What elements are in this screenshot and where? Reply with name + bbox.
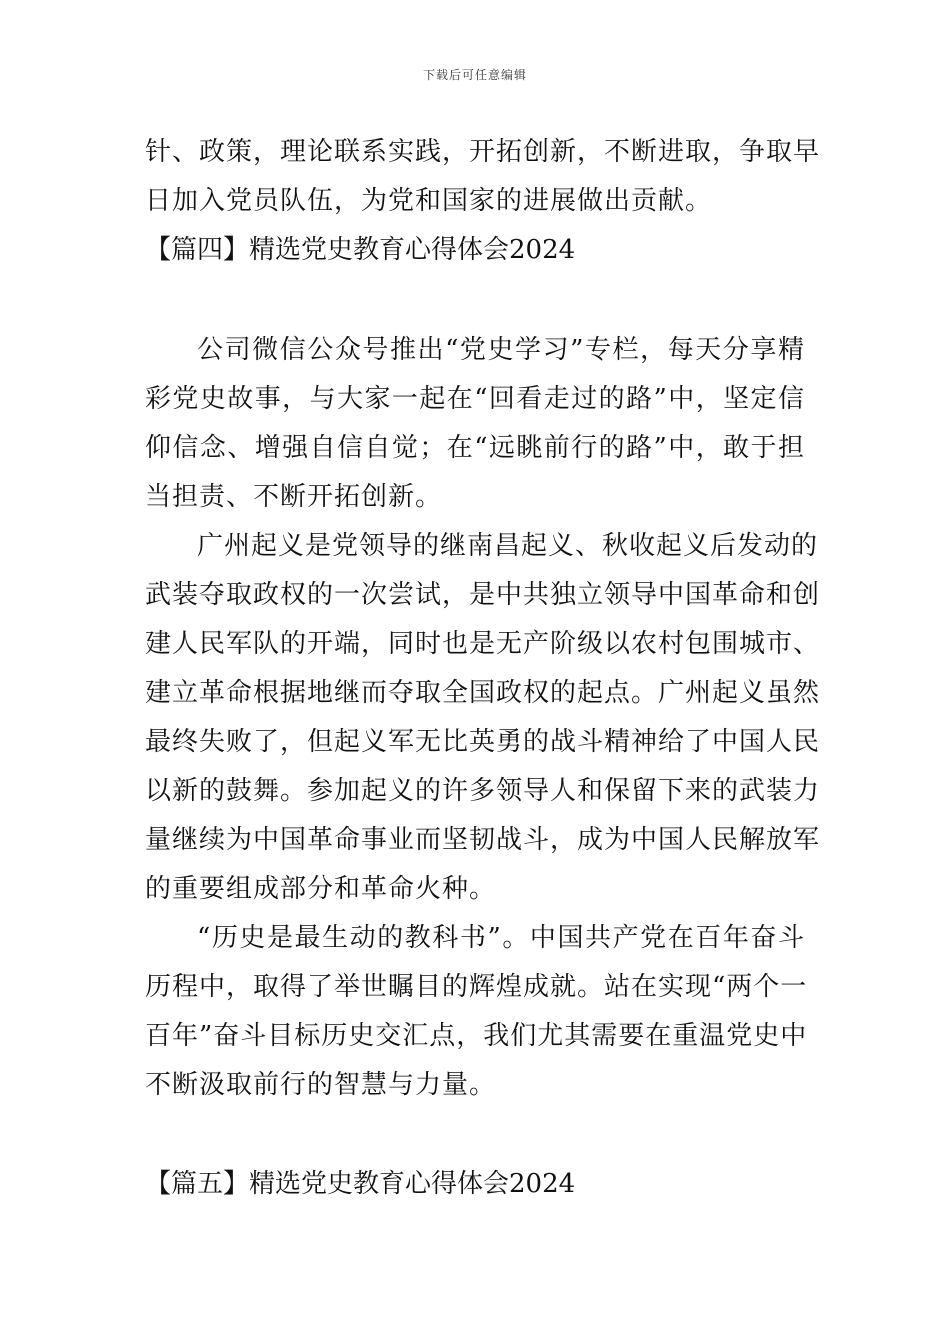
paragraph-line: 建人民军队的开端，同时也是无产阶级以农村包围城市、 (145, 629, 821, 659)
paragraph-line: 不断汲取前行的智慧与力量。 (145, 1070, 497, 1100)
section-4-paragraph-1 (145, 326, 805, 522)
section-4-paragraph-3 (145, 914, 808, 1110)
page-header: 下载后可任意编辑 (422, 68, 527, 82)
paragraph-line: 彩党史故事，与大家一起在“回看走过的路”中，坚定信 (145, 384, 805, 414)
paragraph-line: 历程中，取得了举世瞩目的辉煌成就。站在实现“两个一 (145, 972, 808, 1002)
document-body (145, 128, 821, 1209)
paragraph-line: 公司微信公众号推出“党史学习”专栏，每天分享精 (197, 335, 805, 365)
paragraph-line: 武装夺取政权的一次尝试，是中共独立领导中国革命和创 (145, 580, 821, 610)
intro-line-1: 针、政策，理论联系实践，开拓创新，不断进取，争取早 (145, 137, 821, 167)
paragraph-line: 的重要组成部分和革命火种。 (145, 874, 497, 904)
paragraph-line: 最终失败了，但起义军无比英勇的战斗精神给了中国人民 (145, 727, 821, 757)
intro-line-2: 日加入党员队伍，为党和国家的进展做出贡献。 (145, 186, 713, 216)
spacer (145, 275, 805, 326)
paragraph-line: 以新的鼓舞。参加起义的许多领导人和保留下来的武装力 (145, 776, 821, 806)
spacer (145, 1110, 805, 1160)
paragraph-line: 广州起义是党领导的继南昌起义、秋收起义后发动的 (197, 531, 819, 561)
paragraph-line: 建立革命根据地继而夺取全国政权的起点。广州起义虽然 (145, 678, 821, 708)
paragraph-line: 仰信念、增强自信自觉；在“远眺前行的路”中，敢于担 (145, 433, 805, 463)
paragraph-line: 当担责、不断开拓创新。 (145, 482, 443, 512)
paragraph-line: 量继续为中国革命事业而坚韧战斗，成为中国人民解放军 (145, 825, 821, 855)
paragraph-line: 百年”奋斗目标历史交汇点，我们尤其需要在重温党史中 (145, 1021, 808, 1051)
section-5-title: 【篇五】精选党史教育心得体会2024 (145, 1169, 576, 1199)
paragraph-line: “历史是最生动的教科书”。中国共产党在百年奋斗 (197, 923, 805, 953)
section-4-title: 【篇四】精选党史教育心得体会2024 (145, 235, 576, 265)
section-4-paragraph-2 (145, 522, 821, 914)
